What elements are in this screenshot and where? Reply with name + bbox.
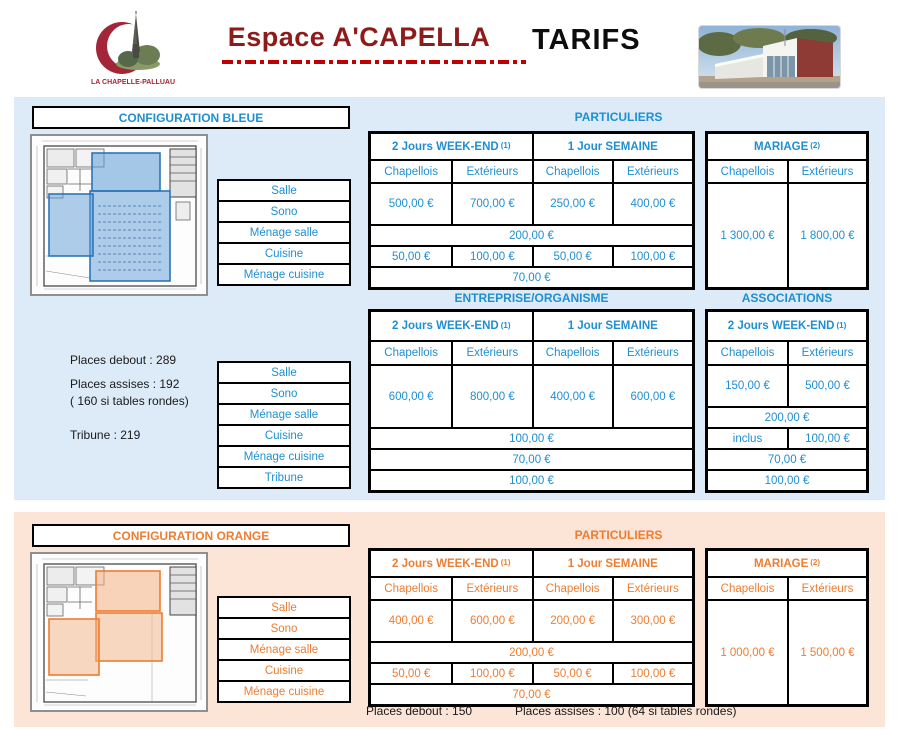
- page-title: Espace A'CAPELLA: [227, 22, 491, 52]
- svg-text:LA CHAPELLE-PALLUAU: LA CHAPELLE-PALLUAU: [91, 79, 175, 86]
- subcol-chapellois: Chapellois: [532, 578, 612, 599]
- subcol-chapellois: Chapellois: [371, 578, 451, 599]
- col-header-weekend: 2 Jours WEEK-END (1): [708, 312, 866, 340]
- price-cell: 700,00 €: [451, 184, 531, 224]
- row-labels-orange-particuliers: [217, 596, 351, 703]
- price-cell: 100,00 €: [451, 664, 531, 683]
- price-cell: 1 000,00 €: [708, 601, 787, 704]
- price-cell-merged: 200,00 €: [708, 408, 866, 427]
- col-header-semaine: 1 Jour SEMAINE: [532, 312, 693, 340]
- row-label-salle: Salle: [217, 596, 351, 619]
- table-orange-mariage: [705, 548, 869, 707]
- subcol-exterieurs: Extérieurs: [787, 578, 866, 599]
- price-cell-merged: 100,00 €: [371, 471, 692, 490]
- building-photo: [699, 26, 840, 88]
- subcol-chapellois: Chapellois: [532, 342, 612, 364]
- price-cell: 50,00 €: [371, 247, 451, 266]
- price-cell: 800,00 €: [451, 366, 531, 427]
- subcol-exterieurs: Extérieurs: [451, 578, 531, 599]
- row-label-sono: Sono: [217, 617, 351, 640]
- price-cell: 50,00 €: [371, 664, 451, 683]
- config-bleue-heading: CONFIGURATION BLEUE: [32, 106, 350, 129]
- footnote-marker: (2): [810, 141, 821, 150]
- col-header-weekend: 2 Jours WEEK-END (1): [371, 312, 532, 340]
- floor-plan-orange: [30, 552, 208, 712]
- row-label-sono: Sono: [217, 382, 351, 405]
- price-cell: 50,00 €: [532, 247, 612, 266]
- subcol-chapellois: Chapellois: [708, 342, 787, 364]
- capacity-debout: Places debout : 289: [70, 353, 177, 367]
- price-cell: 1 500,00 €: [787, 601, 866, 704]
- subcol-exterieurs: Extérieurs: [612, 578, 692, 599]
- associations-heading: ASSOCIATIONS: [741, 291, 833, 305]
- subcol-chapellois: Chapellois: [532, 161, 612, 182]
- row-label-cuisine: Cuisine: [217, 424, 351, 447]
- subcol-exterieurs: Extérieurs: [451, 342, 531, 364]
- subcol-exterieurs: Extérieurs: [787, 342, 866, 364]
- price-cell: 600,00 €: [371, 366, 451, 427]
- subcol-chapellois: Chapellois: [708, 161, 787, 182]
- row-label-menage-cuisine: Ménage cuisine: [217, 263, 351, 286]
- col-header-weekend: 2 Jours WEEK-END (1): [371, 551, 532, 576]
- footnote-marker: (1): [500, 320, 511, 330]
- price-cell: 100,00 €: [612, 664, 692, 683]
- price-cell: 100,00 €: [787, 429, 866, 448]
- price-cell-merged: 70,00 €: [371, 685, 692, 704]
- subcol-exterieurs: Extérieurs: [612, 161, 692, 182]
- footnote-marker: (1): [836, 320, 847, 330]
- price-cell: 600,00 €: [451, 601, 531, 641]
- floor-plan-blue: [30, 134, 208, 296]
- price-cell: 400,00 €: [612, 184, 692, 224]
- price-cell: 50,00 €: [532, 664, 612, 683]
- price-cell: 500,00 €: [371, 184, 451, 224]
- price-cell: 300,00 €: [612, 601, 692, 641]
- col-header-weekend: 2 Jours WEEK-END (1): [371, 134, 532, 159]
- col-header-mariage: MARIAGE (2): [708, 551, 866, 576]
- row-label-menage-salle: Ménage salle: [217, 403, 351, 426]
- particuliers-heading-blue: PARTICULIERS: [574, 110, 663, 124]
- price-cell-merged: 200,00 €: [371, 643, 692, 662]
- capacity-debout-orange: Places debout : 150: [366, 704, 473, 718]
- capacity-assises: Places assises : 192: [70, 377, 180, 391]
- price-cell: 100,00 €: [612, 247, 692, 266]
- row-label-cuisine: Cuisine: [217, 242, 351, 265]
- col-header-semaine: 1 Jour SEMAINE: [532, 551, 693, 576]
- price-cell: 150,00 €: [708, 366, 787, 406]
- row-labels-blue-entreprise: [217, 361, 351, 489]
- price-cell: 1 300,00 €: [708, 184, 787, 287]
- row-label-menage-cuisine: Ménage cuisine: [217, 445, 351, 468]
- price-cell-merged: 70,00 €: [371, 450, 692, 469]
- col-header-semaine: 1 Jour SEMAINE: [532, 134, 693, 159]
- table-orange-particuliers: [368, 548, 695, 707]
- title-dashed-underline: [222, 60, 526, 64]
- col-header-mariage: MARIAGE (2): [708, 134, 866, 159]
- table-blue-associations: [705, 309, 869, 493]
- town-logo: [84, 10, 194, 90]
- church-logo-icon: [84, 10, 194, 90]
- price-cell-merged: 200,00 €: [371, 226, 692, 245]
- subcol-chapellois: Chapellois: [371, 161, 451, 182]
- capacity-tribune: Tribune : 219: [70, 428, 141, 442]
- document-title: TARIFS: [532, 24, 641, 56]
- price-cell-merged: 70,00 €: [371, 268, 692, 287]
- orange-configuration-section: [14, 512, 885, 727]
- config-orange-heading: CONFIGURATION ORANGE: [32, 524, 350, 547]
- price-cell: 200,00 €: [532, 601, 612, 641]
- price-cell: inclus: [708, 429, 787, 448]
- building-photo-icon: [699, 26, 840, 88]
- subcol-exterieurs: Extérieurs: [787, 161, 866, 182]
- floor-plan-blue-icon: [32, 136, 206, 294]
- row-label-menage-salle: Ménage salle: [217, 221, 351, 244]
- row-label-tribune: Tribune: [217, 466, 351, 489]
- row-label-salle: Salle: [217, 179, 351, 202]
- row-label-cuisine: Cuisine: [217, 659, 351, 682]
- blue-configuration-section: [14, 97, 885, 500]
- footnote-marker: (2): [810, 558, 821, 567]
- capacity-assises-orange: Places assises : 100 (64 si tables rondes): [515, 704, 737, 718]
- price-cell: 400,00 €: [371, 601, 451, 641]
- price-cell: 400,00 €: [532, 366, 612, 427]
- row-label-salle: Salle: [217, 361, 351, 384]
- price-cell: 250,00 €: [532, 184, 612, 224]
- capacity-assises-note: ( 160 si tables rondes): [70, 394, 189, 408]
- footnote-marker: (1): [500, 141, 511, 150]
- subcol-chapellois: Chapellois: [371, 342, 451, 364]
- row-label-sono: Sono: [217, 200, 351, 223]
- price-cell: 1 800,00 €: [787, 184, 866, 287]
- subcol-exterieurs: Extérieurs: [451, 161, 531, 182]
- particuliers-heading-orange: PARTICULIERS: [574, 528, 663, 542]
- row-label-menage-salle: Ménage salle: [217, 638, 351, 661]
- footnote-marker: (1): [500, 558, 511, 567]
- subcol-exterieurs: Extérieurs: [612, 342, 692, 364]
- table-blue-entreprise: [368, 309, 695, 493]
- table-blue-mariage: [705, 131, 869, 290]
- floor-plan-orange-icon: [32, 554, 206, 710]
- entreprise-heading: ENTREPRISE/ORGANISME: [454, 291, 609, 305]
- price-cell-merged: 100,00 €: [371, 429, 692, 448]
- price-cell-merged: 70,00 €: [708, 450, 866, 469]
- price-cell: 600,00 €: [612, 366, 692, 427]
- row-labels-blue-particuliers: [217, 179, 351, 286]
- subcol-chapellois: Chapellois: [708, 578, 787, 599]
- price-cell: 500,00 €: [787, 366, 866, 406]
- row-label-menage-cuisine: Ménage cuisine: [217, 680, 351, 703]
- table-blue-particuliers: [368, 131, 695, 290]
- price-cell-merged: 100,00 €: [708, 471, 866, 490]
- price-cell: 100,00 €: [451, 247, 531, 266]
